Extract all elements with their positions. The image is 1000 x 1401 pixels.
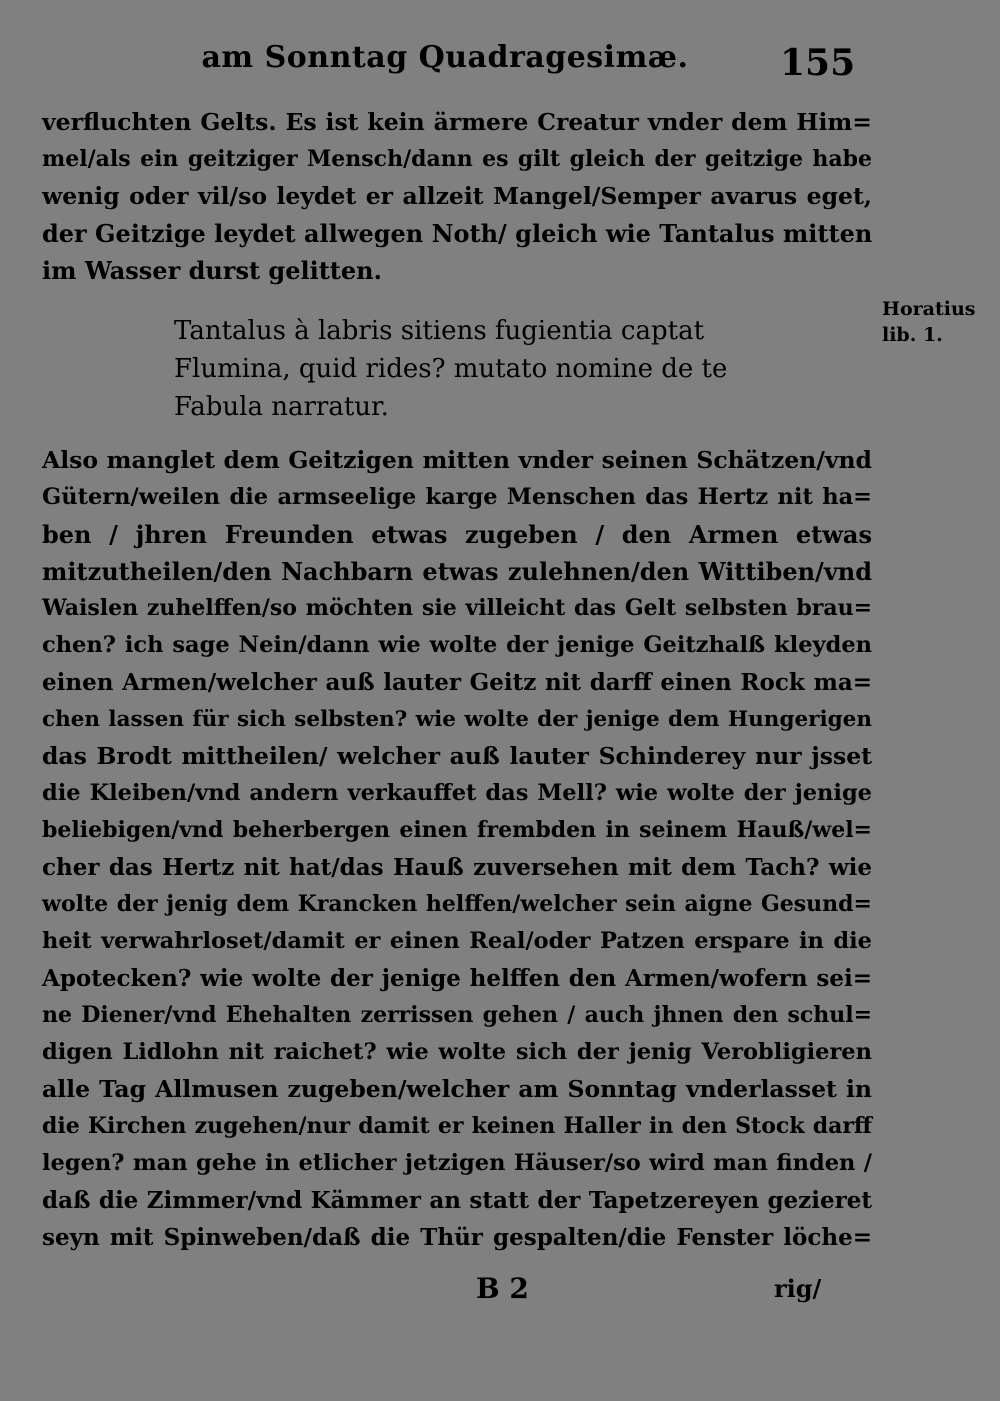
text-line: cher das Hertz nit hat/das Hauß zuversehen mit dem Tach? wie — [42, 854, 872, 881]
signature-mark: B 2 — [476, 1272, 529, 1305]
marginal-note-line: lib. 1. — [882, 324, 943, 346]
text-line: Waislen zuhelffen/so möchten sie villeicht das Gelt selbsten brau= — [42, 595, 872, 621]
text-line: seyn mit Spinweben/daß die Thür gespalten/die Fenster löche= — [42, 1224, 872, 1251]
text-line: digen Lidlohn nit raichet? wie wolte sich der jenig Verobligieren — [42, 1039, 872, 1065]
text-line: legen? man gehe in etlicher jetzigen Häuser/so wird man finden / — [42, 1150, 872, 1176]
running-header: am Sonntag Quadragesimæ. — [201, 40, 689, 75]
catchword: rig/ — [774, 1274, 822, 1303]
text-line: der Geitzige leydet allwegen Noth/ gleich wie Tantalus mitten — [42, 219, 873, 248]
text-line: Apotecken? wie wolte der jenige helffen den Armen/wofern sei= — [42, 965, 872, 992]
text-line: Gütern/weilen die armseelige karge Menschen das Hertz nit ha= — [42, 484, 872, 510]
marginal-note — [882, 296, 992, 348]
quote-line: Flumina, quid rides? mutato nomine de te — [174, 354, 728, 384]
text-line: heit verwahrloset/damit er einen Real/oder Patzen erspare in die — [42, 928, 872, 954]
latin-quote — [174, 312, 794, 426]
text-line: mitzutheilen/den Nachbarn etwas zulehnen/den Wittiben/vnd — [42, 557, 872, 586]
quote-line: Tantalus à labris sitiens fugientia captat — [174, 316, 705, 346]
marginal-note-line: Horatius — [882, 298, 976, 320]
text-line: Also manglet dem Geitzigen mitten vnder seinen Schätzen/vnd — [42, 446, 872, 474]
text-line: das Brodt mittheilen/ welcher auß lauter Schinderey nur jsset — [42, 742, 872, 770]
text-line: alle Tag Allmusen zugeben/welcher am Sonntag vnderlasset in — [42, 1075, 872, 1103]
text-line: wenig oder vil/so leydet er allzeit Mangel/Semper avarus eget, — [42, 182, 872, 210]
text-line: wolte der jenig dem Krancken helffen/welcher sein aigne Gesund= — [42, 891, 872, 917]
text-line: verfluchten Gelts. Es ist kein ärmere Creatur vnder dem Him= — [42, 108, 872, 136]
paragraph-1 — [42, 104, 872, 289]
text-line: daß die Zimmer/vnd Kämmer an statt der Tapetzereyen gezieret — [42, 1187, 872, 1214]
text-line: chen lassen für sich selbsten? wie wolte der jenige dem Hungerigen — [42, 707, 872, 732]
page-number: 155 — [780, 42, 856, 84]
text-line: ne Diener/vnd Ehehalten zerrissen gehen / auch jhnen den schul= — [42, 1002, 872, 1028]
text-line: beliebigen/vnd beherbergen einen frembden in seinem Hauß/wel= — [42, 817, 872, 843]
text-line: im Wasser durst gelitten. — [42, 256, 382, 285]
quote-line: Fabula narratur. — [174, 392, 389, 422]
text-line: ben / jhren Freunden etwas zugeben / den Armen etwas — [42, 520, 872, 549]
text-line: die Kleiben/vnd andern verkauffet das Mell? wie wolte der jenige — [42, 780, 872, 806]
paragraph-2 — [42, 442, 872, 1256]
text-line: die Kirchen zugehen/nur damit er keinen Haller in den Stock darff — [42, 1113, 872, 1139]
text-line: chen? ich sage Nein/dann wie wolte der jenige Geitzhalß kleyden — [42, 632, 872, 658]
text-line: mel/als ein geitziger Mensch/dann es gilt gleich der geitzige habe — [42, 146, 872, 172]
text-line: einen Armen/welcher auß lauter Geitz nit darff einen Rock ma= — [42, 669, 872, 696]
